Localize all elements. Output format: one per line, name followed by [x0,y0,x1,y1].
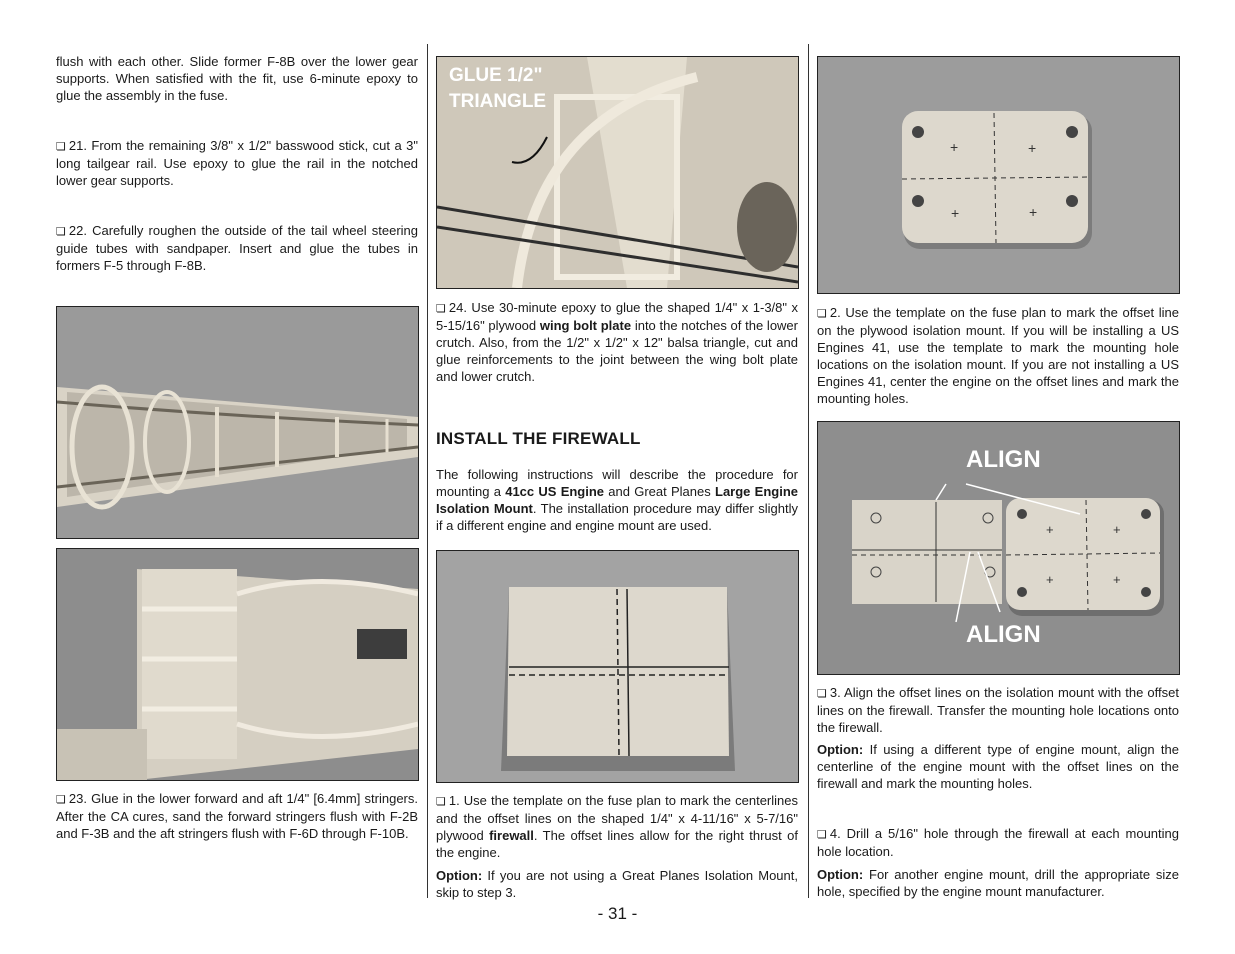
photo-fuselage-frame [56,306,419,539]
firewall-plate-illustration [437,551,798,782]
checkbox-icon: ❏ [817,828,827,841]
section-intro: The following instructions will describe the procedure for mounting a 41cc US Engine and Great Planes Large Engine Isolation Mount. The installation procedure may differ slightly if a different engine and engine mount are used. [436,467,799,533]
svg-text:+: + [1113,572,1121,587]
checkbox-icon: ❏ [56,793,66,806]
column-divider-1 [427,44,428,898]
photo-firewall-marked [436,550,799,783]
option-step-4: Option: For another engine mount, drill the appropriate size hole, specified by the engine mount manufacturer. [817,867,1179,899]
photo-align-offset-lines [817,421,1180,675]
svg-text:+: + [950,139,959,155]
svg-text:+: + [1046,572,1054,587]
photo-glue-triangle [436,56,799,289]
step-21: ❏ 21. From the remaining 3/8" x 1/2" basswood stick, cut a 3" long tailgear rail. Use epoxy to glue the rail in the notched lower gear supports. [56,138,418,188]
photo-isolation-mount [817,56,1180,294]
page-number: - 31 - [597,904,638,923]
fuselage-stringers-illustration [57,549,418,780]
label-align-top: ALIGN [966,446,1041,473]
fuselage-frame-illustration [57,307,418,538]
svg-text:+: + [1113,522,1121,537]
isolation-mount-illustration [818,57,1179,293]
label-align-bottom: ALIGN [966,621,1041,648]
step-23: ❏ 23. Glue in the lower forward and aft 1/4" [6.4mm] stringers. After the CA cures, sand the forward stringers flush with F-2B and F-3B and the aft stringers flush with F-6D through F-10B. [56,791,418,841]
checkbox-icon: ❏ [817,307,827,320]
step-22: ❏ 22. Carefully roughen the outside of the tail wheel steering guide tubes with sandpaper. Insert and glue the tubes in formers F-5 through F-8B. [56,223,418,273]
step-1: ❏ 1. Use the template on the fuse plan to mark the centerlines and the offset lines on the shaped 1/4" x 4-11/16" x 5-7/16" plywood firewall. The offset lines allow for the right thrust of the engine. [436,793,798,860]
svg-text:+: + [1028,140,1037,156]
checkbox-icon: ❏ [436,795,446,808]
step-4: ❏ 4. Drill a 5/16" hole through the firewall at each mounting hole location. [817,826,1179,859]
step-3: ❏ 3. Align the offset lines on the isolation mount with the offset lines on the firewall. Transfer the mounting hole locations onto the firewall. [817,685,1179,735]
paragraph-intro: flush with each other. Slide former F-8B over the lower gear supports. When satisfied with the fit, use 6-minute epoxy to glue the assembly in the fuse. [56,54,418,103]
section-heading: INSTALL THE FIREWALL [436,429,641,448]
step-2: ❏ 2. Use the template on the fuse plan to mark the offset line on the plywood isolation mount. If you will be installing a US Engines 41, use the template to mark the mounting hole locations on the isolation mount. If you are not installing a US Engines 41, center the engine on the offset lines and mark the mounting holes. [817,305,1179,406]
svg-text:+: + [1029,204,1038,220]
option-step-3: Option: If using a different type of engine mount, align the centerline of the engine mount with the offset lines on the firewall and mark the mounting holes. [817,742,1179,791]
option-step-1: Option: If you are not using a Great Planes Isolation Mount, skip to step 3. [436,868,798,900]
photo-label-glue-triangle: GLUE 1/2" TRIANGLE [449,65,547,112]
column-divider-2 [808,44,809,898]
photo-fuselage-stringers [56,548,419,781]
step-24: ❏ 24. Use 30-minute epoxy to glue the shaped 1/4" x 1-3/8" x 5-15/16" plywood wing bolt plate into the notches of the lower crutch. Also, from the 1/2" x 1/2" x 12" balsa triangle, cut and glue reinforcements to the joint between the wing bolt plate and lower crutch. [436,300,798,384]
checkbox-icon: ❏ [436,302,446,315]
svg-text:+: + [951,205,960,221]
checkbox-icon: ❏ [56,225,66,238]
svg-text:+: + [1046,522,1054,537]
checkbox-icon: ❏ [817,687,827,700]
checkbox-icon: ❏ [56,140,66,153]
